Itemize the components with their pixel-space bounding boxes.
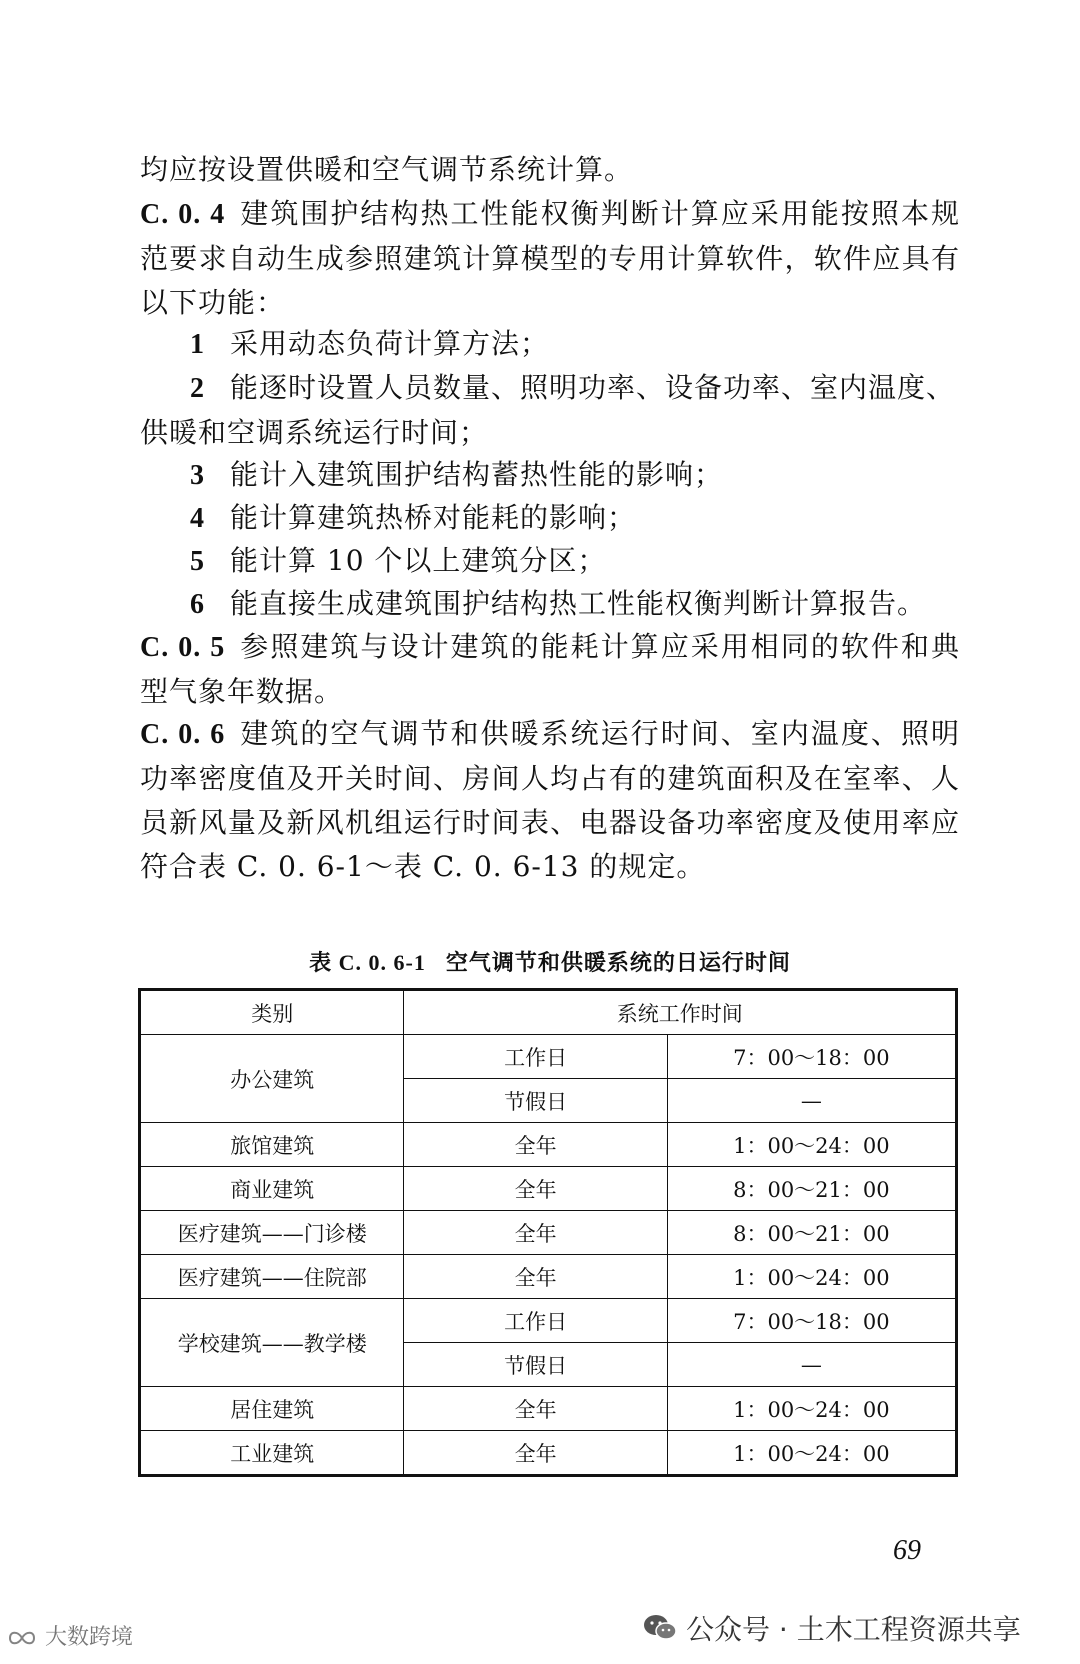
watermark-right <box>642 1608 1021 1648</box>
intro-text: 均应按设置供暖和空气调节系统计算。 <box>140 153 634 186</box>
cell-time: 1：00～24：00 <box>667 1255 956 1299</box>
wechat-icon <box>642 1613 678 1643</box>
clause-c05-text: 参照建筑与设计建筑的能耗计算应采用相同的软件和典型气象年数据。 <box>140 630 960 708</box>
cell-time: 8：00～21：00 <box>667 1167 956 1211</box>
cell-time: 7：00～18：00 <box>667 1035 956 1079</box>
list-item <box>140 496 960 541</box>
cell-time: — <box>667 1079 956 1123</box>
cell-category: 医疗建筑——门诊楼 <box>140 1211 404 1255</box>
list-item-text: 能计算建筑热桥对能耗的影响； <box>230 501 637 534</box>
cell-time: 1：00～24：00 <box>667 1431 956 1476</box>
clause-c05-label: C. 0. 5 <box>140 632 226 663</box>
list-item-text: 采用动态负荷计算方法； <box>230 327 550 360</box>
clause-c05 <box>140 625 960 714</box>
table-number: 表 C. 0. 6-1 <box>309 950 426 975</box>
list-item-number: 4 <box>190 503 205 534</box>
cell-period: 工作日 <box>404 1035 667 1079</box>
header-category: 类别 <box>140 990 404 1035</box>
table-caption <box>140 946 960 977</box>
list-item-number: 1 <box>190 329 205 360</box>
cell-time: — <box>667 1343 956 1387</box>
list-item <box>140 582 960 627</box>
header-time: 系统工作时间 <box>404 990 957 1035</box>
page-number: 69 <box>893 1535 921 1566</box>
table-row <box>140 1123 957 1167</box>
watermark-left <box>6 1620 133 1651</box>
list-item-number: 5 <box>190 546 205 577</box>
cell-time: 7：00～18：00 <box>667 1299 956 1343</box>
table-row <box>140 1167 957 1211</box>
cell-category: 商业建筑 <box>140 1167 404 1211</box>
clause-c04 <box>140 192 960 325</box>
table-header-row <box>140 990 957 1035</box>
clause-c06 <box>140 712 960 889</box>
list-item <box>140 453 960 498</box>
cell-time: 1：00～24：00 <box>667 1387 956 1431</box>
cell-period: 节假日 <box>404 1079 667 1123</box>
cell-period: 全年 <box>404 1387 667 1431</box>
table-row <box>140 1431 957 1476</box>
watermark-left-text: 大数跨境 <box>45 1625 134 1650</box>
list-item <box>140 539 960 584</box>
cell-category: 学校建筑——教学楼 <box>140 1299 404 1387</box>
list-item <box>140 366 960 455</box>
table-row <box>140 1255 957 1299</box>
list-item-text: 能计算 10 个以上建筑分区； <box>230 544 607 577</box>
cell-time: 1：00～24：00 <box>667 1123 956 1167</box>
cell-category: 居住建筑 <box>140 1387 404 1431</box>
cell-period: 全年 <box>404 1211 667 1255</box>
list-item-number: 2 <box>190 373 205 404</box>
cell-category: 医疗建筑——住院部 <box>140 1255 404 1299</box>
cell-period: 工作日 <box>404 1299 667 1343</box>
list-item-text: 能直接生成建筑围护结构热工性能权衡判断计算报告。 <box>230 587 927 620</box>
cell-category: 办公建筑 <box>140 1035 404 1123</box>
list-item-text: 能逐时设置人员数量、照明功率、设备功率、室内温度、供暖和空调系统运行时间； <box>140 371 956 449</box>
cell-period: 全年 <box>404 1431 667 1476</box>
cell-period: 全年 <box>404 1255 667 1299</box>
cell-period: 全年 <box>404 1167 667 1211</box>
list-item <box>140 322 960 367</box>
infinity-logo-icon <box>6 1627 38 1649</box>
table-row <box>140 1299 957 1343</box>
cell-category: 旅馆建筑 <box>140 1123 404 1167</box>
watermark-right-text: 公众号 · 土木工程资源共享 <box>686 1613 1021 1646</box>
cell-period: 全年 <box>404 1123 667 1167</box>
list-item-text: 能计入建筑围护结构蓄热性能的影响； <box>230 458 724 491</box>
cell-category: 工业建筑 <box>140 1431 404 1476</box>
list-item-number: 3 <box>190 460 205 491</box>
table-row <box>140 1387 957 1431</box>
table-row <box>140 1211 957 1255</box>
cell-time: 8：00～21：00 <box>667 1211 956 1255</box>
clause-c06-label: C. 0. 6 <box>140 719 226 750</box>
clause-c06-text: 建筑的空气调节和供暖系统运行时间、室内温度、照明功率密度值及开关时间、房间人均占有的建筑面积及在室率、人员新风量及新风机组运行时间表、电器设备功率密度及使用率应符合表 C. 0. 6-1～表 C. 0. 6-13 的规定。 <box>140 717 960 883</box>
cell-period: 节假日 <box>404 1343 667 1387</box>
table-row <box>140 1035 957 1079</box>
list-item-number: 6 <box>190 589 205 620</box>
clause-c04-text: 建筑围护结构热工性能权衡判断计算应采用能按照本规范要求自动生成参照建筑计算模型的专用计算软件，软件应具有以下功能： <box>140 197 960 319</box>
intro-paragraph <box>140 148 960 192</box>
table-title: 空气调节和供暖系统的日运行时间 <box>445 951 791 976</box>
schedule-table <box>138 988 958 1477</box>
clause-c04-label: C. 0. 4 <box>140 199 226 230</box>
